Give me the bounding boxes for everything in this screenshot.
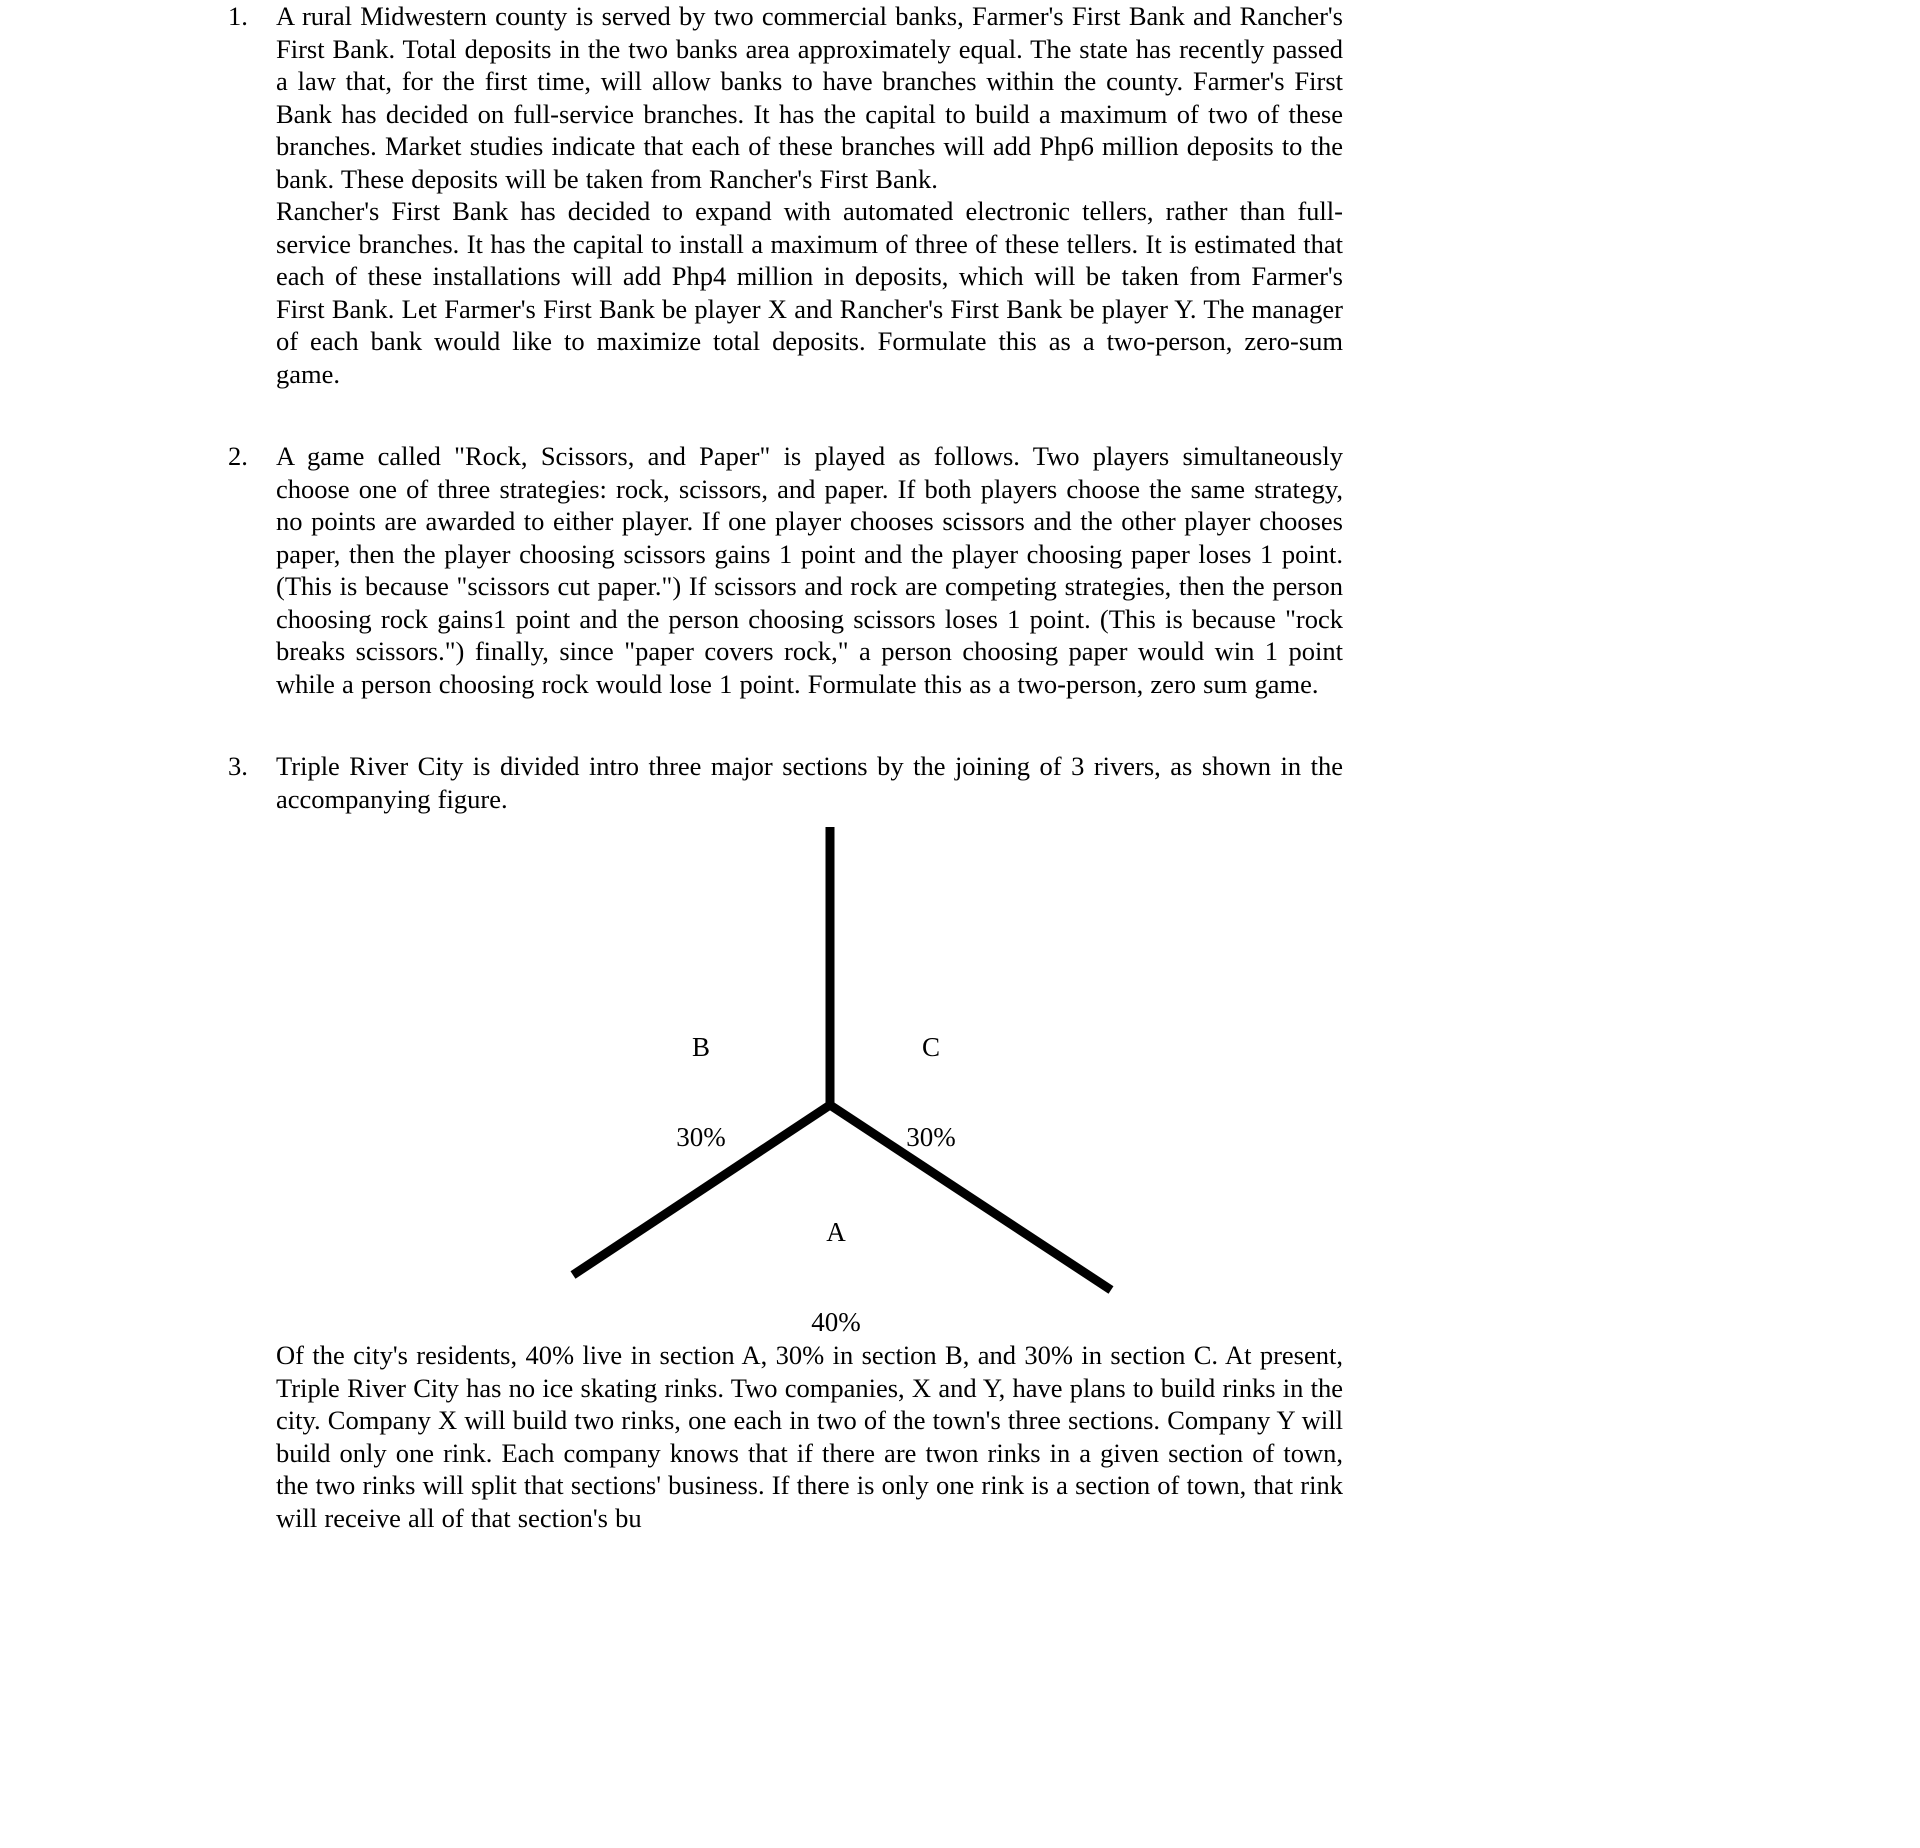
region-label-a: [796, 1157, 876, 1397]
problem-2-paragraph-1: A game called "Rock, Scissors, and Paper" is played as follows. Two players simultaneously choose one of three strategies: rock, scissors, and paper. If both players choose the same strategy, no points are awarded to either player. If one player chooses scissors and the other player chooses paper, then the player choosing scissors gains 1 point and the player choosing paper loses 1 point. (This is because "scissors cut paper.") If scissors and rock are competing strategies, then the person choosing rock gains1 point and the person choosing scissors loses 1 point. (This is because "rock breaks scissors.") finally, since "paper covers rock," a person choosing paper would win 1 point while a person choosing rock would lose 1 point. Formulate this as a two-person, zero sum game.: [276, 441, 1343, 699]
problem-3-closing-paragraph: Of the city's residents, 40% live in section A, 30% in section B, and 30% in section C. At present, Triple River City has no ice skating rinks. Two companies, X and Y, have plans to build rinks in the city. Company X will build two rinks, one each in two of the town's three sections. Company Y will build only one rink. Each company knows that if there are twon rinks in a given section of town, the two rinks will split that sections' business. If there is only one rink is a section of town, that rink will receive all of that section's bu: [276, 1340, 1343, 1533]
problem-item-1: [228, 0, 1343, 390]
region-a-percent: 40%: [811, 1307, 861, 1337]
problem-number-2: 2.: [228, 441, 248, 471]
region-b-letter: B: [691, 1032, 710, 1062]
paragraph-spacer: [228, 420, 1343, 440]
region-b-percent: 30%: [676, 1122, 726, 1152]
region-a-letter: A: [826, 1217, 846, 1247]
region-label-c: [896, 972, 966, 1212]
region-c-letter: C: [921, 1032, 940, 1062]
problem-list: [228, 0, 1343, 1534]
region-c-percent: 30%: [906, 1122, 956, 1152]
problem-3-paragraph-1: Triple River City is divided intro three major sections by the joining of 3 rivers, as shown in the accompanying figure.: [276, 751, 1343, 814]
problem-item-2: [228, 440, 1343, 700]
problem-number-1: 1.: [228, 1, 248, 31]
problem-1-paragraph-1: A rural Midwestern county is served by two commercial banks, Farmer's First Bank and Rancher's First Bank. Total deposits in the two banks area approximately equal. The state has recently passed a law that, for the first time, will allow banks to have branches within the county. Farmer's First Bank has decided on full-service branches. It has the capital to build a maximum of two of these branches. Market studies indicate that each of these branches will add Php6 million deposits to the bank. These deposits will be taken from Rancher's First Bank.: [276, 1, 1343, 194]
document-body: [228, 0, 1343, 1534]
region-label-b: [666, 972, 736, 1212]
paragraph-spacer: [228, 730, 1343, 750]
triple-river-city-figure: [276, 827, 1391, 1337]
problem-1-paragraph-2: Rancher's First Bank has decided to expand with automated electronic tellers, rather than full-service branches. It has the capital to install a maximum of three of these tellers. It is estimated that each of these installations will add Php4 million in deposits, which will be taken from Farmer's First Bank. Let Farmer's First Bank be player X and Rancher's First Bank be player Y. The manager of each bank would like to maximize total deposits. Formulate this as a two-person, zero-sum game.: [276, 196, 1343, 389]
problem-number-3: 3.: [228, 751, 248, 781]
problem-item-3: [228, 750, 1343, 1534]
